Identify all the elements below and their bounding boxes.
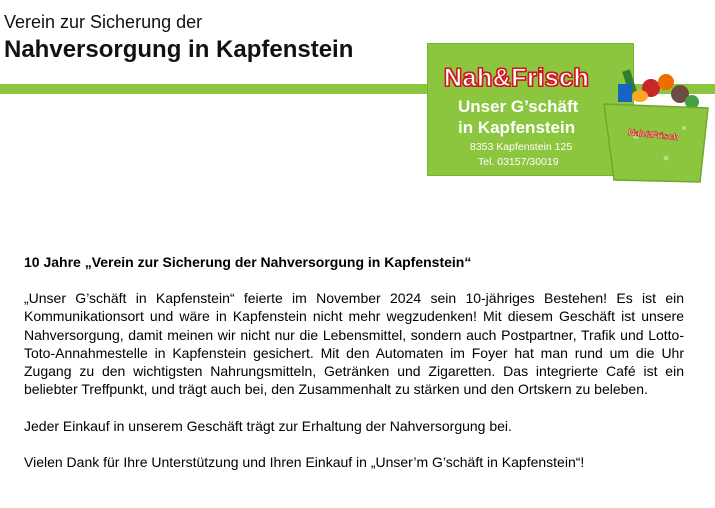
logo-title-line1: Unser G’schäft	[458, 97, 579, 116]
logo-title-line2: in Kapfenstein	[458, 118, 576, 137]
article-heading: 10 Jahre „Verein zur Sicherung der Nahversorgung in Kapfenstein“	[24, 254, 472, 270]
logo-brand: Nah&Frisch	[444, 64, 590, 92]
article	[24, 254, 684, 489]
article-paragraph-3: Vielen Dank für Ihre Unterstützung und Ihren Einkauf in „Unser’m G’schäft in Kapfenstein“!	[24, 454, 585, 471]
article-paragraph-1: „Unser G’schäft in Kapfenstein“ feierte im November 2024 sein 10-jähriges Bestehen! Es ist ein Kommunikationsort und wäre in Kapfenstein nicht mehr wegzudenken! Mit diesem Geschäft ist unsere Nahversorgung, damit meinen wir nicht nur die Lebensmittel, sondern auch Postpartner, Trafik und Lotto-Toto-Annahmestelle in Kapfenstein gesichert. Mit den Automaten im Foyer hat man rund um die Uhr Zugang zu den wichtigsten Nahrungsmitteln, Getränken und Zigaretten. Das integrierte Café ist ein beliebter Treffpunkt, und trägt auch bei, den Zusammenhalt zu stärken und den Ortskern zu beleben.	[24, 290, 684, 398]
logo-phone: Tel. 03157/30019	[478, 156, 559, 168]
page-title: Nahversorgung in Kapfenstein	[4, 36, 354, 63]
article-paragraph-2: Jeder Einkauf in unserem Geschäft trägt zur Erhaltung der Nahversorgung bei.	[24, 417, 512, 434]
bag-label: Nah&Frisch	[627, 127, 680, 143]
header-subtitle: Verein zur Sicherung der	[4, 12, 203, 32]
shopping-bag-icon	[596, 66, 715, 186]
logo-address: 8353 Kapfenstein 125	[470, 141, 573, 153]
